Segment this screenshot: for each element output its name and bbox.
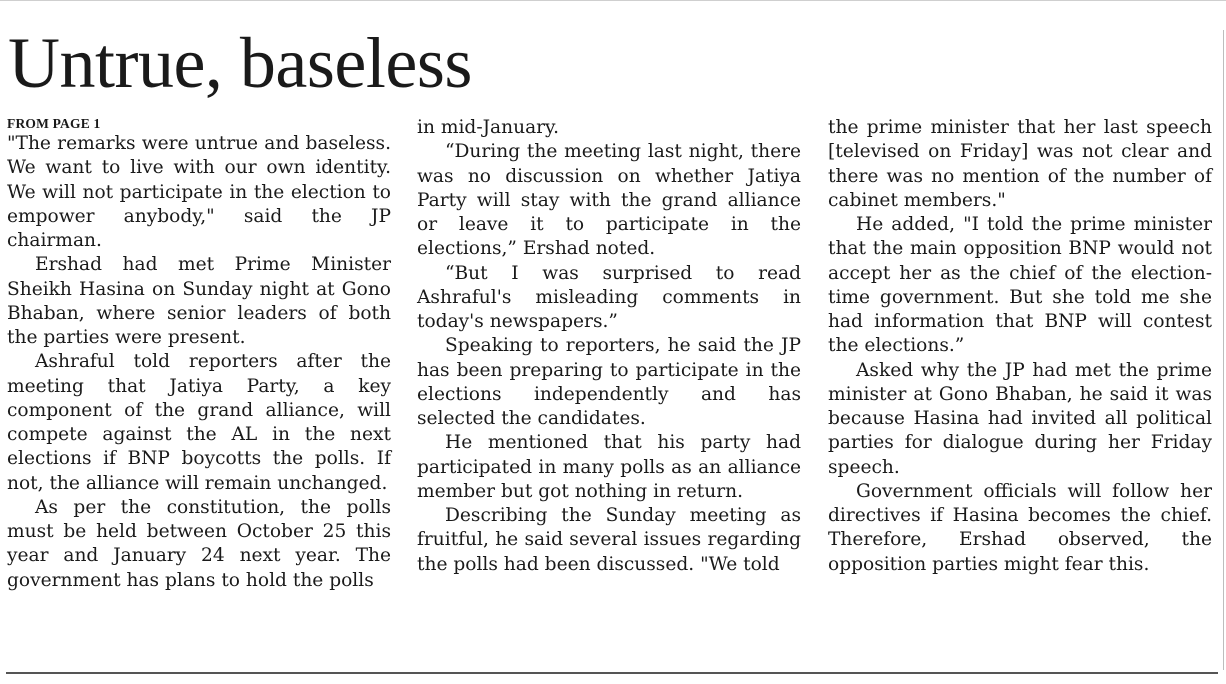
paragraph: Ershad had met Prime Minister Sheikh Hasina on Sunday night at Gono Bhaban, where senior leaders of both the parties were present.: [7, 254, 391, 348]
paragraph: “During the meeting last night, there was no discussion on whether Jatiya Party will stay with the grand alliance or leave it to participate in the elections,” Ershad noted.: [417, 141, 801, 260]
bottom-rule: [6, 672, 1218, 674]
paragraph: As per the constitution, the polls must be held between October 25 this year and January 24 next year. The government has plans to hold the polls: [7, 496, 391, 591]
paragraph: Speaking to reporters, he said the JP has been preparing to participate in the elections independently and has selected the candidates.: [417, 335, 801, 429]
paragraph: Describing the Sunday meeting as fruitful, he said several issues regarding the polls had been discussed. "We told: [417, 505, 801, 575]
jump-line: FROM PAGE 1: [7, 116, 101, 131]
paragraph: the prime minister that her last speech [televised on Friday] was not clear and there was no mention of the number of cabinet members.": [828, 117, 1212, 211]
paragraph: "The remarks were untrue and baseless. We want to live with our own identity. We will not participate in the election to empower anybody," said the JP chairman.: [7, 133, 391, 251]
paragraph: in mid-January.: [417, 117, 560, 138]
paragraph: “But I was surprised to read Ashraful's misleading comments in today's newspapers.”: [417, 262, 801, 332]
paragraph: Ashraful told reporters after the meeting that Jatiya Party, a key component of the grand alliance, will compete against the AL in the next elections if BNP boycotts the polls. If not, the alliance will remain unchanged.: [7, 351, 391, 494]
headline: Untrue, baseless: [8, 23, 472, 103]
article-column-2: [417, 116, 801, 577]
page-edge: [1223, 30, 1224, 670]
article-column-1: [7, 116, 391, 593]
paragraph: Government officials will follow her directives if Hasina becomes the chief. Therefore, Ershad observed, the opposition parties might fear this.: [828, 480, 1212, 575]
article-column-3: [828, 116, 1212, 577]
top-rule: [0, 0, 1226, 1]
paragraph: Asked why the JP had met the prime minister at Gono Bhaban, he said it was because Hasina had invited all political parties for dialogue during her Friday speech.: [828, 359, 1212, 478]
paragraph: He added, "I told the prime minister that the main opposition BNP would not accept her as the chief of the election-time government. But she told me she had information that BNP will contest the elections.”: [828, 214, 1212, 357]
paragraph: He mentioned that his party had participated in many polls as an alliance member but got nothing in return.: [417, 432, 801, 502]
